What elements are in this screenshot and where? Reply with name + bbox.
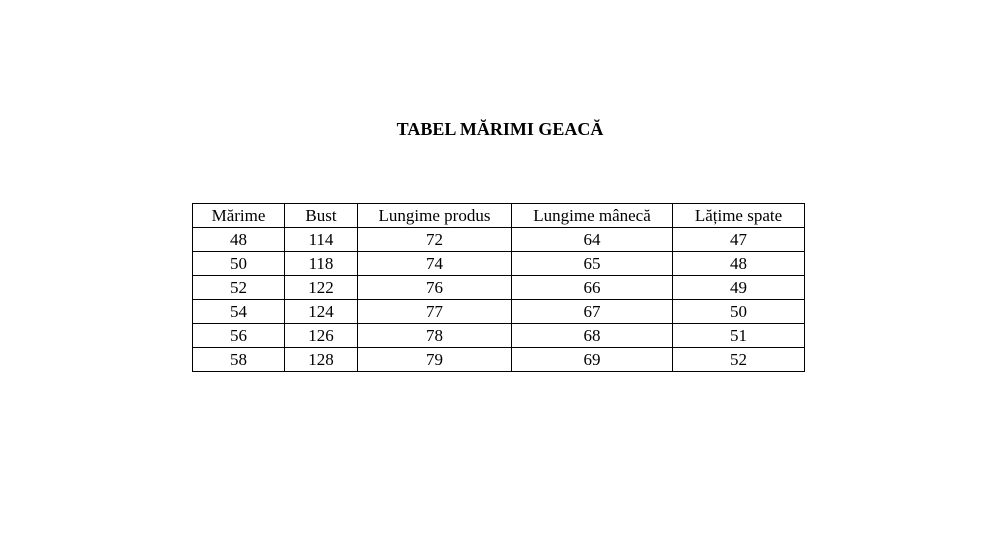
cell-back-width: 47 (673, 228, 805, 252)
cell-bust: 128 (285, 348, 358, 372)
cell-sleeve-length: 68 (512, 324, 673, 348)
cell-product-length: 76 (358, 276, 512, 300)
cell-back-width: 48 (673, 252, 805, 276)
cell-back-width: 49 (673, 276, 805, 300)
cell-size: 58 (193, 348, 285, 372)
header-bust: Bust (285, 204, 358, 228)
cell-bust: 126 (285, 324, 358, 348)
cell-back-width: 50 (673, 300, 805, 324)
cell-bust: 118 (285, 252, 358, 276)
cell-bust: 124 (285, 300, 358, 324)
table-row (193, 300, 805, 324)
cell-back-width: 51 (673, 324, 805, 348)
size-chart-table (192, 203, 805, 372)
cell-product-length: 74 (358, 252, 512, 276)
cell-bust: 114 (285, 228, 358, 252)
header-size: Mărime (193, 204, 285, 228)
cell-product-length: 72 (358, 228, 512, 252)
cell-back-width: 52 (673, 348, 805, 372)
cell-size: 56 (193, 324, 285, 348)
cell-size: 54 (193, 300, 285, 324)
table-row (193, 348, 805, 372)
cell-product-length: 79 (358, 348, 512, 372)
cell-size: 52 (193, 276, 285, 300)
table-row (193, 228, 805, 252)
cell-sleeve-length: 67 (512, 300, 673, 324)
table-row (193, 276, 805, 300)
cell-product-length: 78 (358, 324, 512, 348)
cell-sleeve-length: 64 (512, 228, 673, 252)
cell-sleeve-length: 65 (512, 252, 673, 276)
cell-bust: 122 (285, 276, 358, 300)
header-sleeve-length: Lungime mânecă (512, 204, 673, 228)
table-row (193, 324, 805, 348)
cell-sleeve-length: 69 (512, 348, 673, 372)
cell-size: 48 (193, 228, 285, 252)
header-product-length: Lungime produs (358, 204, 512, 228)
cell-size: 50 (193, 252, 285, 276)
cell-product-length: 77 (358, 300, 512, 324)
cell-sleeve-length: 66 (512, 276, 673, 300)
document-title: TABEL MĂRIMI GEACĂ (396, 119, 604, 139)
table-header-row (193, 204, 805, 228)
header-back-width: Lățime spate (673, 204, 805, 228)
table-row (193, 252, 805, 276)
